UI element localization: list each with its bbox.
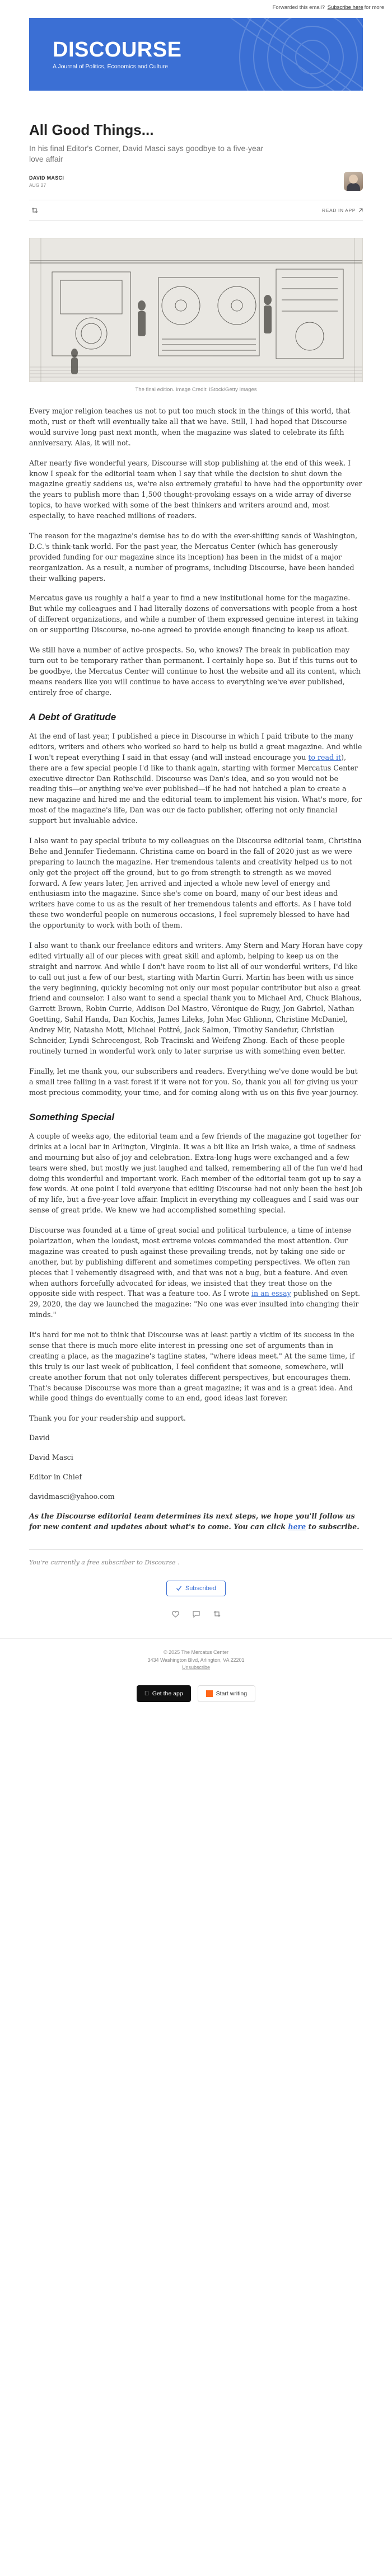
forward-prefix: Forwarded this email? <box>272 4 325 11</box>
author-name[interactable]: DAVID MASCI <box>29 175 64 181</box>
paragraph-text: published on Sept. 29, 2020, the day we launched the magazine: "No one was ever insulted into changing their minds." <box>29 1289 361 1319</box>
post-action-bar <box>29 200 363 221</box>
paragraph-text: ), there are a few special people I'd like to thank again, starting with former Mercatus Center executive director Dan Rothschild. Discourse was Dan's idea, and so you would not be reading this—or anything we've ever published—if he had not hatched a plan to create a new magazine and hired me and the editorial team to implement his vision. What's more, for most of the magazine's life, Dan was our de facto publisher, offering not only financial support but invaluable advice. <box>29 753 362 825</box>
footer-copyright: © 2025 The Mercatus Center <box>163 1649 229 1655</box>
paragraph: I also want to thank our freelance editors and writers. Amy Stern and Mary Horan have copy edited virtually all of our pieces with great skill and aplomb, helping to keep us on the straight and narrow. And while I don't have room to list all of our wonderful writers, I'd like to call out just a few of our best, starting with Martin Gurri. Martin has been with us since the very beginning, quickly becoming not only our most popular contributor but also a great friend and counselor. I also want to send a special thank you to Michael Ard, Chuck Blahous, Garrett Brown, Robin Currie, Addison Del Mastro, Véronique de Rugy, Jon Gabriel, Nathan Goetting, Sahil Handa, Dan Kochis, James Lileks, John Mac Ghlionn, Christine McDaniel, Andrey Mir, Natasha Mott, Michael Pottré, Jack Salmon, Timothy Sandefur, Christian Schneider, Lyndi Schrecengost, Rob Tracinski and Weifeng Zhong. Each of these people routinely turned in wonderful work only to later surprise us with something even better. <box>29 941 363 1055</box>
paragraph: A couple of weeks ago, the editorial team and a few friends of the magazine got together for drinks at a local bar in Arlington, Virginia. It was a bit like an Irish wake, a time of sadness and mourning but also of joy and celebration. Extra-long hugs were exchanged and a few tears were shed, but mostly we just laughed and talked, remembering all of the fun we'd had doing this wonderful and important work. Each member of the editorial team got up to say a few words. At one point I told everyone that editing Discourse had not only been the best job of my life, but a five-year love affair. Implicit in everything my colleagues and I said was our sense of great pride. We knew we had accomplished something special. <box>29 1131 363 1215</box>
subscribed-button[interactable] <box>166 1581 226 1596</box>
forward-bar <box>0 0 392 15</box>
subscription-status: You're currently a free subscriber to Discourse . <box>29 1558 180 1566</box>
section-heading-special: Something Special <box>29 1112 115 1123</box>
get-app-label: Get the app <box>150 1690 181 1698</box>
post-body <box>29 406 363 1532</box>
post-figure <box>29 238 363 393</box>
read-in-app-button[interactable] <box>322 208 363 213</box>
app-buttons <box>0 1685 392 1702</box>
restack-icon[interactable] <box>29 205 40 216</box>
paragraph: We still have a number of active prospects. So, who knows? The break in publication may turn out to be temporary rather than permanent. I certainly hope so. But if this turns out to be goodbye, the Mercatus Center will continue to host the website and all its content, which means readers like you will continue to have access to everything we've ever published, entirely free of charge. <box>29 646 361 697</box>
paragraph: I also want to pay special tribute to my colleagues on the Discourse editorial team, Christina Behe and Jennifer Tiedemann. Christina came on board in the fall of 2020 just as we were preparing to launch the magazine. Her tremendous talents and creativity helped us to not only get the project off the ground, but to go from strength to strength as we moved forward. A few years later, Jen arrived and injected a whole new level of energy and enthusiasm into the magazine. Since she's come on board, many of our best ideas and writers have come to us as the result of her tremendous talents and efforts. As I have told these two wonderful people on numerous occasions, I feel supremely blessed to have had the opportunity to work with both of them. <box>29 836 362 930</box>
external-link-icon <box>358 208 363 213</box>
paragraph: Mercatus gave us roughly a half a year to find a new institutional home for the magazine. But while my colleagues and I had literally dozens of conversations with people from a host of different organizations, and while a number of them expressed genuine interest in taking on or supporting Discourse, no-one agreed to provide enough financing to keep us afloat. <box>29 594 359 634</box>
post-title[interactable]: All Good Things... <box>29 121 154 138</box>
like-icon[interactable] <box>171 1610 180 1618</box>
publication-tagline: A Journal of Politics, Economics and Culture <box>53 63 169 70</box>
sign-off <box>29 1413 363 1502</box>
paragraph: Every major religion teaches us not to put too much stock in the things of this world, that moth, rust or theft will eventually take all that we have. Still, I had hoped that Discourse would survive long past next month, when the magazine was slated to celebrate its fifth anniversary. Alas, it will not. <box>29 407 351 447</box>
subscribe-here-link[interactable]: here <box>288 1522 306 1531</box>
thanks-line: Thank you for your readership and support. <box>29 1414 186 1423</box>
publication-name: DISCOURSE <box>53 37 182 62</box>
paragraph-text: Discourse was founded at a time of great social and political turbulence, a time of intense polarization, when the loudest, most extreme voices commanded the most attention. Our magazine was created to push against these prevailing trends, not by taking one side or another, but by publishing different and sometimes competing perspectives. We often ran pieces that I vehemently disagreed with, and that was not a bug, but a feature. And even when authors forcefully advocated for ideas, we insisted that they treat those on the opposite side with respect. That was a feature too. As I wrote <box>29 1226 352 1298</box>
paragraph <box>29 731 363 826</box>
paragraph: Finally, let me thank you, our subscribers and readers. Everything we've done would be but a small tree falling in a vast forest if it were not for you. So, thank you all for giving us your most precious commodity, your time, and for coming along with us on this five-year journey. <box>29 1066 358 1097</box>
start-writing-button[interactable] <box>198 1685 255 1702</box>
figure-caption: The final edition. Image Credit: iStock/Getty Images <box>135 387 257 393</box>
note-text: As the Discourse editorial team determines its next steps, we hope you'll follow us for new content and updates about what's to come. You can click <box>29 1511 355 1531</box>
signature-title: Editor in Chief <box>29 1473 82 1481</box>
get-app-button[interactable] <box>137 1685 191 1702</box>
divider <box>29 1549 363 1550</box>
author-avatar[interactable] <box>344 172 363 191</box>
subscribed-label: Subscribed <box>185 1585 217 1592</box>
forward-suffix: for more <box>364 4 384 11</box>
paragraph: After nearly five wonderful years, Discourse will stop publishing at the end of this week. I know I speak for the editorial team when I say that while the decision to shut down the magazine greatly saddens us, we're also extremely grateful to have had the opportunity over the years to publish more than 1,500 thought-provoking essays on a wide array of diverse topics, to have worked with some of the best thinkers and writers around and, most especially, to have reached millions of readers. <box>29 458 362 520</box>
author-email[interactable]: davidmasci@yahoo.com <box>29 1492 115 1501</box>
paragraph <box>29 1225 363 1320</box>
post-subtitle: In his final Editor's Corner, David Masci says goodbye to a five-year love affair <box>29 143 264 164</box>
post-date: AUG 27 <box>29 182 46 188</box>
section-heading-gratitude: A Debt of Gratitude <box>29 712 116 723</box>
subscribe-note <box>29 1511 363 1533</box>
printing-press-engraving[interactable] <box>29 238 363 382</box>
footer-address: 3434 Washington Blvd, Arlington, VA 22201 <box>147 1657 245 1663</box>
subscribed-wrap <box>0 1581 392 1596</box>
paragraph: The reason for the magazine's demise has to do with the ever-shifting sands of Washington, D.C.'s think-tank world. For the past year, the Mercatus Center (which has generously provided funding for our magazine since its inception) has been in the midst of a major reorganization. As a result, a number of programs, including Discourse, have been handed their walking papers. <box>29 531 358 582</box>
substack-logo-icon <box>206 1690 213 1697</box>
unsubscribe-link[interactable]: Unsubscribe <box>181 1665 211 1671</box>
subscribe-link[interactable]: Subscribe here <box>327 4 363 11</box>
publication-banner[interactable] <box>29 18 363 91</box>
note-text: to subscribe. <box>308 1522 360 1531</box>
apple-icon <box>144 1690 149 1697</box>
checkmark-icon <box>176 1585 182 1591</box>
share-row <box>0 1610 392 1618</box>
launch-essay-link[interactable]: in an essay <box>251 1289 291 1298</box>
signature-full: David Masci <box>29 1453 73 1462</box>
byline <box>29 172 363 191</box>
paragraph-text: At the end of last year, I published a piece in Discourse in which I paid tribute to the many editors, writers and others who worked so hard to help us build a great magazine. And while I won't repeat everything I said in that essay (and will instead encourage you <box>29 731 362 761</box>
comment-icon[interactable] <box>192 1610 200 1618</box>
start-writing-label: Start writing <box>213 1690 245 1698</box>
read-essay-link[interactable]: to read it <box>308 753 342 761</box>
paragraph: It's hard for me not to think that Discourse was at least partly a victim of its success in the sense that there is much more elite interest in pressing one set of arguments than in creating a place, as the magazine's tagline states, "where ideas meet." At the same time, if this truly is our last week of publication, I feel confident that someone, somewhere, will create another forum that not only tolerates different perspectives, but encourages them. That's because Discourse was more than a great magazine; it was and is a great idea. And while good things do eventually come to an end, good ideas last forever. <box>29 1331 354 1403</box>
footer <box>0 1638 392 1672</box>
post-header <box>29 122 363 191</box>
read-in-app-label: READ IN APP <box>322 208 356 214</box>
signature-first: David <box>29 1433 50 1442</box>
restack-share-icon[interactable] <box>213 1610 221 1618</box>
